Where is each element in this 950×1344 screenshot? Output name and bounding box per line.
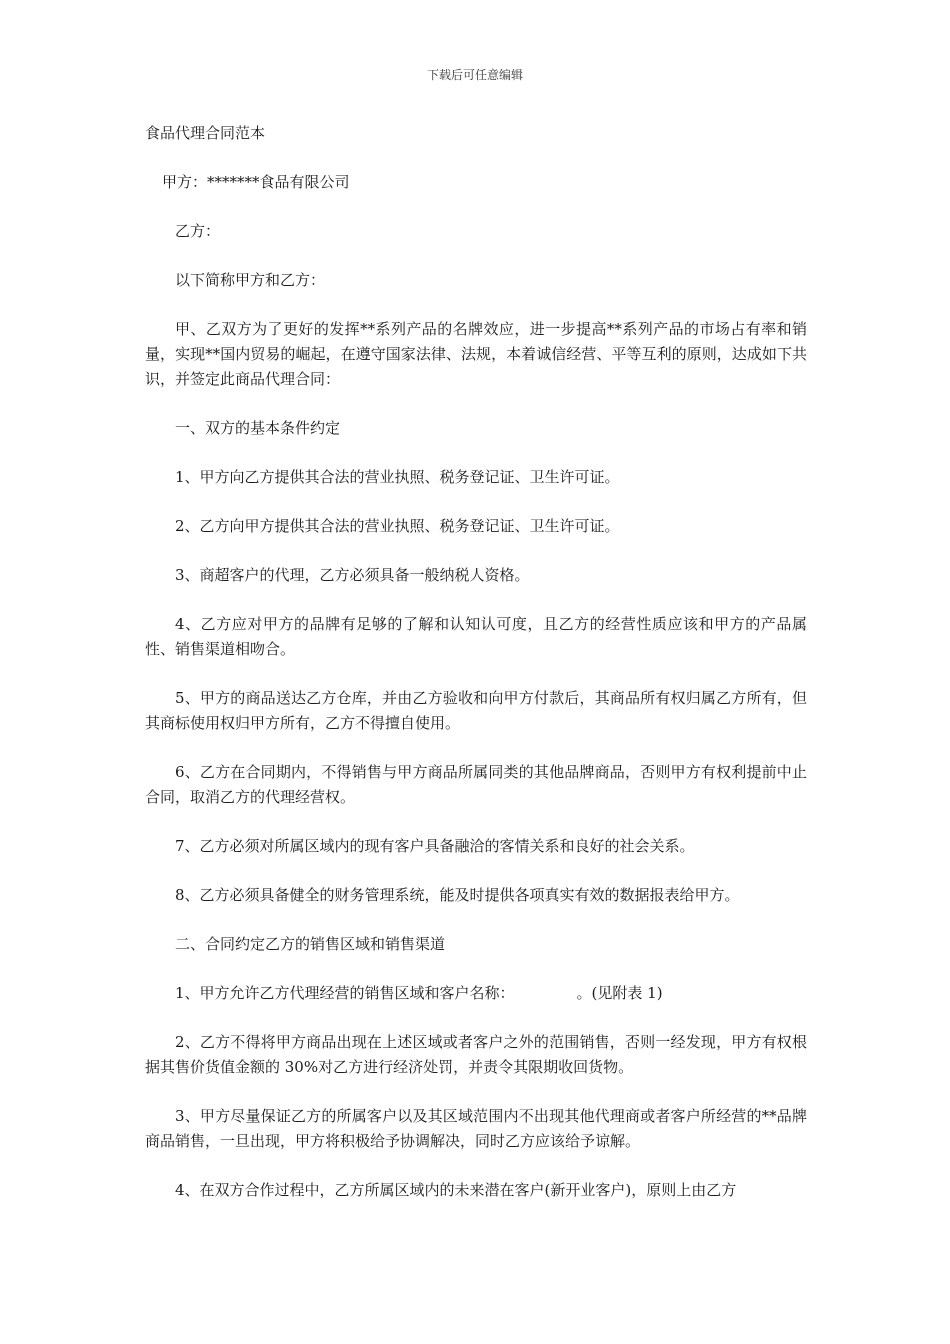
section-2-item-1-prefix: 1、甲方允许乙方代理经营的销售区域和客户名称： — [175, 984, 515, 1002]
section-1-item: 3、商超客户的代理，乙方必须具备一般纳税人资格。 — [175, 566, 530, 584]
section-1-item: 7、乙方必须对所属区域内的现有客户具备融洽的客情关系和良好的社会关系。 — [175, 837, 695, 855]
party-b: 乙方： — [175, 222, 221, 240]
header-note: 下载后可任意编辑 — [426, 68, 523, 82]
section-1-item: 1、甲方向乙方提供其合法的营业执照、税务登记证、卫生许可证。 — [175, 468, 620, 486]
section-1-item: 8、乙方必须具备健全的财务管理系统，能及时提供各项真实有效的数据报表给甲方。 — [175, 886, 740, 904]
section-1-heading: 一、双方的基本条件约定 — [175, 419, 341, 437]
section-2-item: 3、甲方尽量保证乙方的所属客户以及其区域范围内不出现其他代理商或者客户所经营的**品牌商品销售，一旦出现，甲方将积极给予协调解决，同时乙方应该给予谅解。 — [145, 1107, 807, 1150]
abbreviation-line: 以下简称甲方和乙方： — [175, 271, 326, 289]
document-title: 食品代理合同范本 — [145, 124, 266, 142]
section-2-item-1 — [145, 981, 807, 1006]
document-body — [145, 121, 807, 1227]
party-a: 甲方：*******食品有限公司 — [162, 173, 350, 191]
section-2-item: 4、在双方合作过程中，乙方所属区域内的未来潜在客户(新开业客户)，原则上由乙方 — [175, 1181, 737, 1199]
section-2-item-1-suffix: 。(见附表 1) — [576, 984, 663, 1002]
section-2-heading: 二、合同约定乙方的销售区域和销售渠道 — [175, 935, 446, 953]
preamble-paragraph: 甲、乙双方为了更好的发挥**系列产品的名牌效应，进一步提高**系列产品的市场占有率和销量，实现**国内贸易的崛起，在遵守国家法律、法规，本着诚信经营、平等互利的原则，达成如下共识，并签定此商品代理合同： — [145, 320, 807, 388]
section-1-item: 6、乙方在合同期内，不得销售与甲方商品所属同类的其他品牌商品，否则甲方有权利提前中止合同，取消乙方的代理经营权。 — [145, 763, 807, 806]
section-1-item: 5、甲方的商品送达乙方仓库，并由乙方验收和向甲方付款后，其商品所有权归属乙方所有，但其商标使用权归甲方所有，乙方不得擅自使用。 — [145, 689, 807, 732]
section-2-item: 2、乙方不得将甲方商品出现在上述区域或者客户之外的范围销售，否则一经发现，甲方有权根据其售价货值金额的 30%对乙方进行经济处罚，并责令其限期收回货物。 — [145, 1033, 807, 1076]
section-1-item: 4、乙方应对甲方的品牌有足够的了解和认知认可度，且乙方的经营性质应该和甲方的产品属性、销售渠道相吻合。 — [145, 615, 807, 658]
section-1-item: 2、乙方向甲方提供其合法的营业执照、税务登记证、卫生许可证。 — [175, 517, 620, 535]
